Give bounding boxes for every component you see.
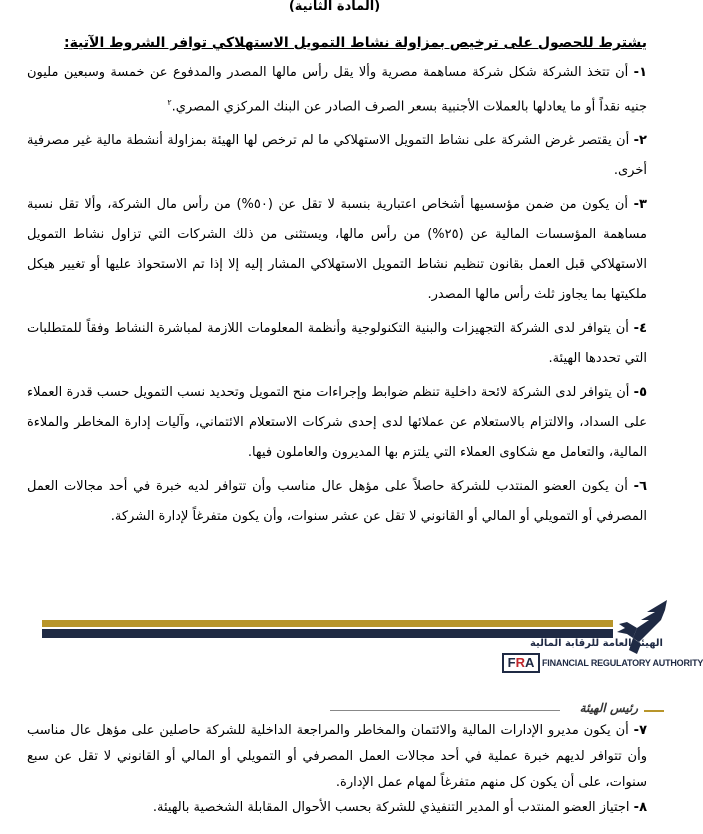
intro-text: يشترط للحصول على ترخيص بمزاولة نشاط التمويل الاستهلاكي توافر الشروط الآتية: bbox=[63, 35, 647, 51]
authority-name-arabic: الهيئة العامة للرقابة المالية bbox=[529, 638, 663, 649]
condition-item bbox=[27, 58, 647, 122]
condition-number: ٦- bbox=[633, 479, 647, 495]
condition-number: ٥- bbox=[633, 385, 647, 401]
article-title: (المادة الثانية) bbox=[288, 0, 381, 14]
condition-number: ٣- bbox=[633, 197, 647, 213]
condition-number: ٧- bbox=[633, 723, 647, 738]
condition-text: أن تتخذ الشركة شكل شركة مساهمة مصرية وألا يقل رأس مالها المصدر والمدفوع عن خمسة وسبعين مليون جنيه نقداً أو ما يعادلها بالعملات الأجنبية بسعر الصرف الصادر عن البنك المركزي المصري. bbox=[27, 65, 647, 115]
condition-item bbox=[27, 190, 647, 310]
condition-item bbox=[27, 378, 647, 468]
condition-text: أن يكون من ضمن مؤسسيها أشخاص اعتبارية بنسبة لا تقل عن (٥٠%) من رأس مال الشركة، وألا تقل نسبة مساهمة المؤسسات المالية عن (٢٥%) من رأس مالها، ويستثنى من ذلك الشركات التي تزاول نشاط التمويل الاستهلاكي قبل العمل بقانون تنظيم نشاط التمويل الاستهلاكي المشار إليه إلا إذا تم الاستحواذ عليها أو تغيير هيكل ملكيتها بما يجاوز ثلث رأس مالها المصدر. bbox=[27, 197, 647, 303]
conditions-list bbox=[27, 58, 647, 536]
condition-text: أن يكون مديرو الإدارات المالية والائتمان والمخاطر والمراجعة الداخلية للشركة حاصلين على مؤهل عال مناسب وأن تتوافر لديهم خبرة عملية في أحد مجالات العمل المصرفي أو التمويلي أو المالي أو القانوني لا تقل عن سبع سنوات، على أن يكون كل منهم متفرغاً لمهام عمل الإدارة. bbox=[27, 723, 647, 790]
condition-item bbox=[27, 126, 647, 186]
condition-text: أن يكون العضو المنتدب للشركة حاصلاً على مؤهل عال مناسب وأن تتوافر لديه خبرة في أحد مجالات العمل المصرفي أو التمويلي أو المالي أو القانوني لا تقل عن عشر سنوات، وأن يكون متفرغاً لإدارة الشركة. bbox=[27, 479, 647, 525]
condition-item bbox=[27, 718, 647, 796]
chairman-line bbox=[330, 710, 560, 711]
chairman-row bbox=[330, 701, 664, 719]
condition-item bbox=[27, 472, 647, 532]
condition-text: أن يتوافر لدى الشركة لائحة داخلية تنظم ضوابط وإجراءات منح التمويل وتحديد نسب التمويل حسب قدرة العملاء على السداد، والالتزام بالاستعلام عن عملائها لدى إحدى شركات الاستعلام الائتماني، وآليات إدارة المخاطر والملاءة المالية، والتعامل مع شكاوى العملاء التي يلتزم بها المديرون والعاملون فيها. bbox=[27, 385, 647, 461]
condition-text: اجتياز العضو المنتدب أو المدير التنفيذي للشركة بحسب الأحوال المقابلة الشخصية بالهيئة. bbox=[152, 800, 630, 815]
authority-logo bbox=[460, 598, 703, 678]
condition-number: ٢- bbox=[633, 133, 647, 149]
condition-item bbox=[27, 314, 647, 374]
condition-number: ١- bbox=[633, 65, 647, 80]
footnote-marker: ٢ bbox=[167, 98, 172, 107]
condition-number: ٨- bbox=[633, 800, 647, 815]
authority-name-english: FINANCIAL REGULATORY AUTHORITY bbox=[542, 658, 703, 668]
condition-text: أن يتوافر لدى الشركة التجهيزات والبنية التكنولوجية وأنظمة المعلومات اللازمة لمباشرة النشاط وفقاً للمتطلبات التي تحددها الهيئة. bbox=[27, 321, 647, 367]
chairman-dash bbox=[644, 710, 664, 712]
conditions-continued-list bbox=[27, 718, 647, 818]
condition-text: أن يقتصر غرض الشركة على نشاط التمويل الاستهلاكي ما لم ترخص لها الهيئة بمزاولة أنشطة مالية غير مصرفية أخرى. bbox=[27, 133, 647, 179]
chairman-label: رئيس الهيئة bbox=[579, 701, 638, 715]
fra-logo-mark: FRA bbox=[502, 653, 540, 673]
condition-number: ٤- bbox=[633, 321, 647, 337]
condition-item bbox=[27, 798, 647, 818]
